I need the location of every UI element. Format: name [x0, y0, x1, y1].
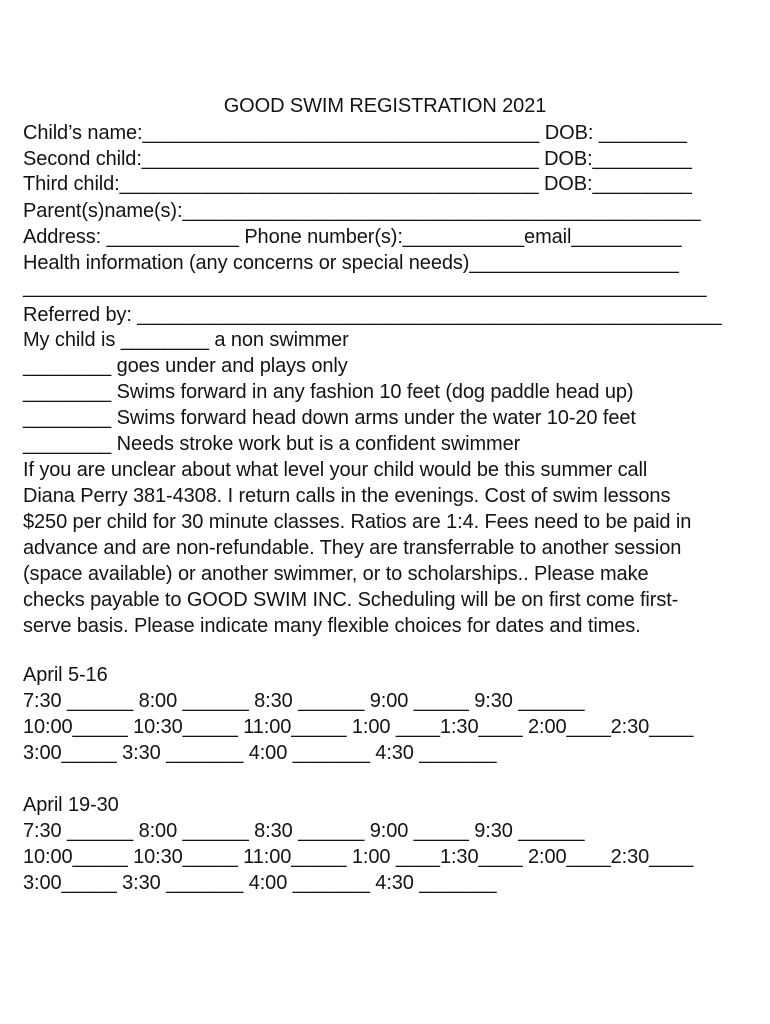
- info-text-line: Diana Perry 381-4308. I return calls in the evenings. Cost of swim lessons: [23, 485, 671, 507]
- form-title: GOOD SWIM REGISTRATION 2021: [223, 95, 547, 117]
- level-option[interactable]: ________ Swims forward in any fashion 10 feet (dog paddle head up): [23, 381, 634, 403]
- session-times-row[interactable]: 10:00_____ 10:30_____ 11:00_____ 1:00 ____1:30____ 2:00____2:30____: [23, 716, 694, 738]
- level-option[interactable]: ________ Swims forward head down arms under the water 10-20 feet: [23, 407, 636, 429]
- level-option[interactable]: ________ goes under and plays only: [23, 355, 348, 377]
- session-times-row[interactable]: 3:00_____ 3:30 _______ 4:00 _______ 4:30 _______: [23, 742, 497, 764]
- child-name-field[interactable]: Child’s name:____________________________________ DOB: ________: [23, 122, 687, 144]
- info-text-line: advance and are non-refundable. They are transferrable to another session: [23, 537, 682, 559]
- level-intro[interactable]: My child is ________ a non swimmer: [23, 329, 349, 351]
- referred-by-field[interactable]: Referred by: _____________________________________________________: [23, 304, 722, 326]
- info-text-line: $250 per child for 30 minute classes. Ratios are 1:4. Fees need to be paid in: [23, 511, 692, 533]
- info-text-line: (space available) or another swimmer, or to scholarships.. Please make: [23, 563, 649, 585]
- session-times-row[interactable]: 3:00_____ 3:30 _______ 4:00 _______ 4:30 _______: [23, 872, 497, 894]
- third-child-field[interactable]: Third child:______________________________________ DOB:_________: [23, 173, 692, 195]
- address-phone-email-field[interactable]: Address: ____________ Phone number(s):___________email__________: [23, 226, 682, 248]
- health-info-field[interactable]: Health information (any concerns or special needs)___________________: [23, 252, 679, 274]
- session-times-row[interactable]: 10:00_____ 10:30_____ 11:00_____ 1:00 ____1:30____ 2:00____2:30____: [23, 846, 694, 868]
- parents-name-field[interactable]: Parent(s)name(s):_______________________________________________: [23, 200, 701, 222]
- second-child-field[interactable]: Second child:____________________________________ DOB:_________: [23, 148, 692, 170]
- info-text-line: serve basis. Please indicate many flexible choices for dates and times.: [23, 615, 641, 637]
- info-text-line: checks payable to GOOD SWIM INC. Scheduling will be on first come first-: [23, 589, 679, 611]
- info-text-line: If you are unclear about what level your child would be this summer call: [23, 459, 648, 481]
- level-option[interactable]: ________ Needs stroke work but is a confident swimmer: [23, 433, 521, 455]
- session-label: April 5-16: [23, 664, 108, 686]
- session-times-row[interactable]: 7:30 ______ 8:00 ______ 8:30 ______ 9:00 _____ 9:30 ______: [23, 690, 585, 712]
- health-info-continuation[interactable]: ______________________________________________________________: [23, 276, 707, 298]
- session-label: April 19-30: [23, 794, 119, 816]
- session-times-row[interactable]: 7:30 ______ 8:00 ______ 8:30 ______ 9:00 _____ 9:30 ______: [23, 820, 585, 842]
